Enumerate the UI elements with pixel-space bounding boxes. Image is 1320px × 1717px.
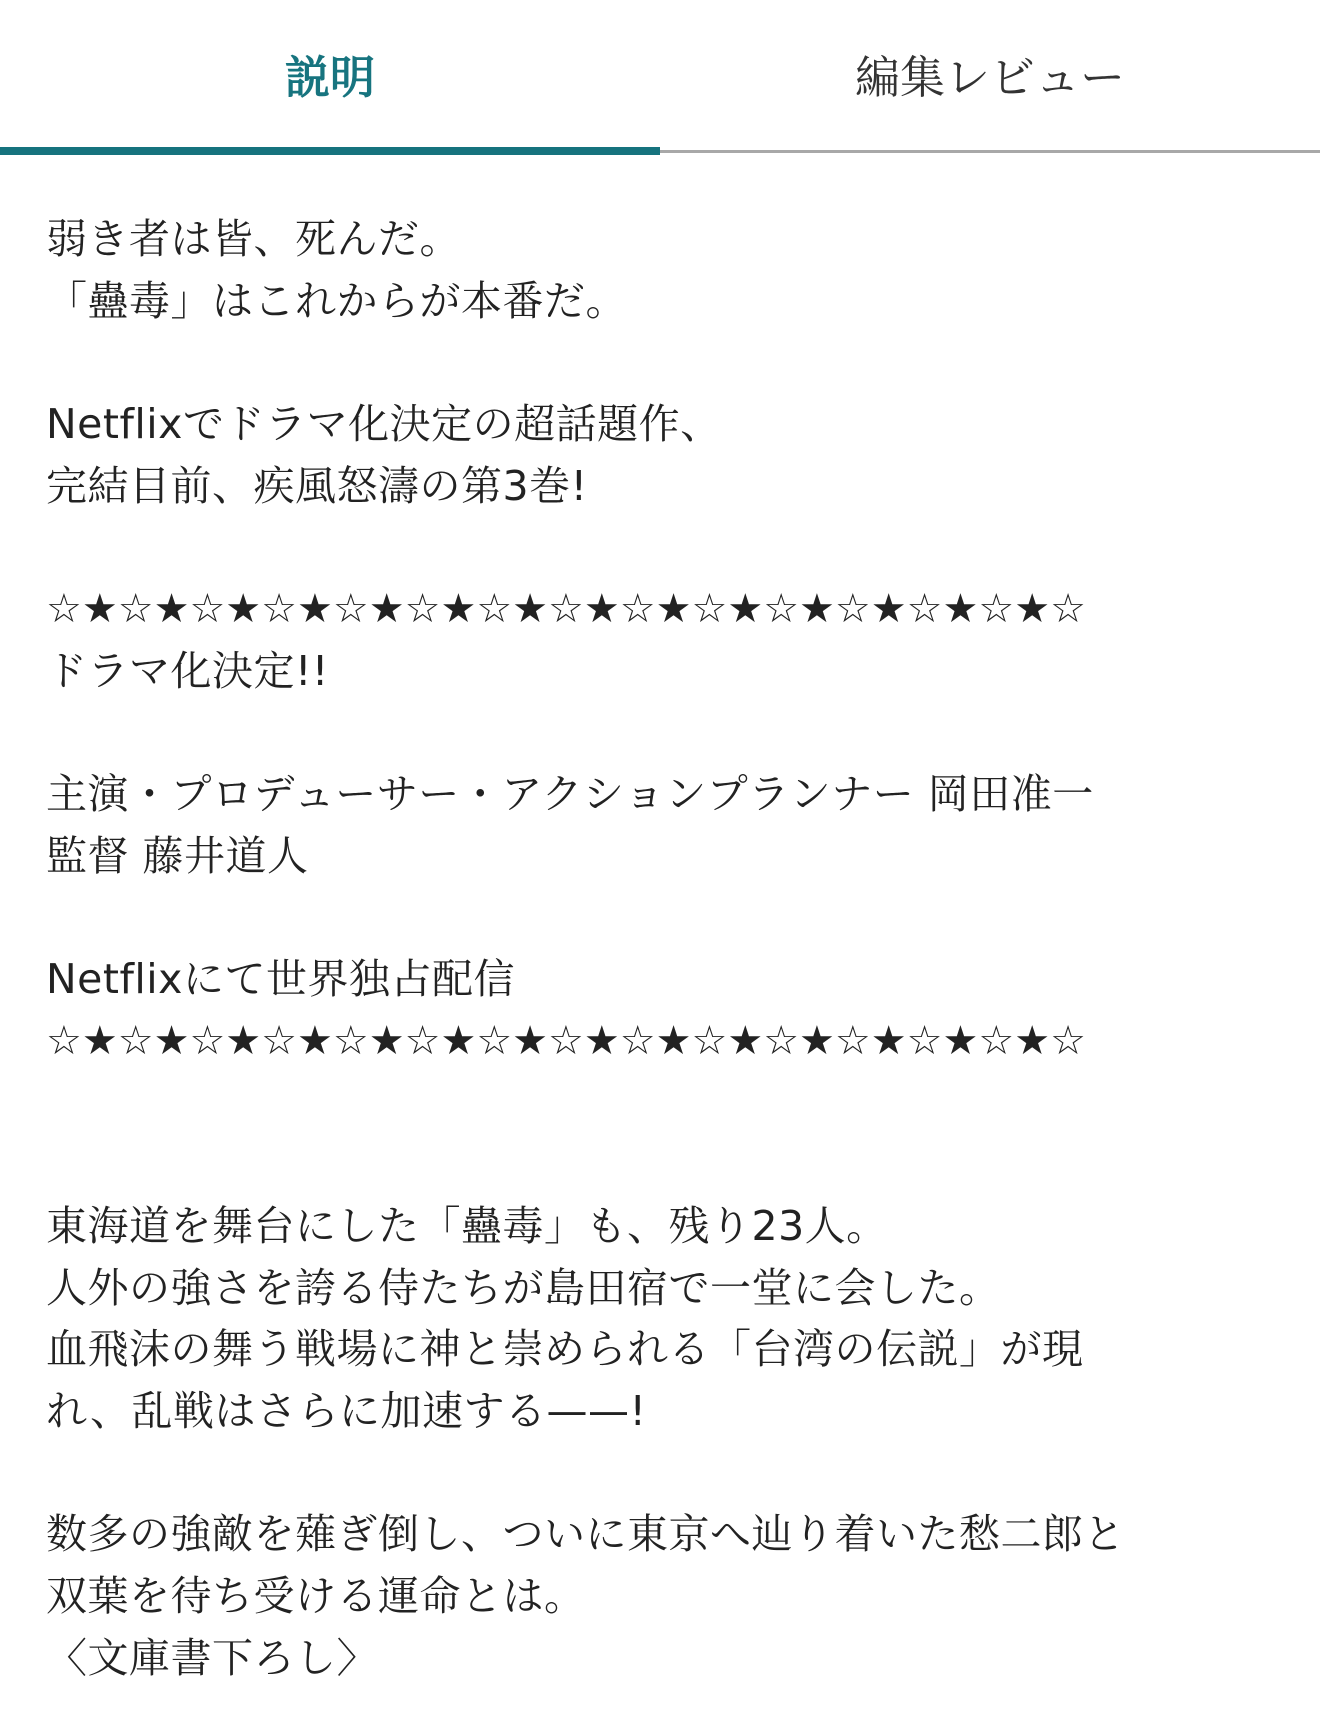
description-line: 〈文庫書下ろし〉 xyxy=(46,1633,378,1682)
description-line: ドラマ化決定!! xyxy=(46,646,329,695)
star-divider-top: ☆★☆★☆★☆★☆★☆★☆★☆★☆★☆★☆★☆★☆★☆★☆ xyxy=(46,586,1086,633)
description-line: 双葉を待ち受ける運命とは。 xyxy=(46,1572,586,1621)
tab-description[interactable] xyxy=(0,0,660,153)
tab-editorial-review[interactable] xyxy=(660,0,1320,153)
description-line: 血飛沫の舞う戦場に神と崇められる「台湾の伝説」が現 xyxy=(46,1325,1084,1374)
description-body xyxy=(0,156,1274,1690)
description-line: 監督 藤井道人 xyxy=(46,831,309,880)
star-divider-bottom: ☆★☆★☆★☆★☆★☆★☆★☆★☆★☆★☆★☆★☆★☆★☆ xyxy=(46,1017,1086,1064)
paragraph-spacer xyxy=(46,1134,1274,1196)
description-line: Netflixでドラマ化決定の超話題作、 xyxy=(46,400,722,449)
tab-description-label: 説明 xyxy=(284,51,375,104)
paragraph-spacer xyxy=(46,703,1274,765)
paragraph-spacer xyxy=(46,1443,1274,1505)
paragraph-spacer xyxy=(46,332,1274,394)
description-line: 人外の強さを誇る侍たちが島田宿で一堂に会した。 xyxy=(46,1263,1001,1312)
description-line: 数多の強敵を薙ぎ倒し、ついに東京へ辿り着いた愁二郎と xyxy=(46,1510,1125,1559)
description-line: Netflixにて世界独占配信 xyxy=(46,955,515,1004)
tab-bar xyxy=(0,0,1320,156)
description-line: 完結目前、疾風怒濤の第3巻! xyxy=(46,461,588,510)
tab-editorial-review-label: 編集レビュー xyxy=(854,51,1125,104)
description-line: 「蠱毒」はこれからが本番だ。 xyxy=(46,276,627,325)
active-tab-indicator xyxy=(0,147,660,155)
description-line: れ、乱戦はさらに加速する——! xyxy=(46,1387,647,1436)
paragraph-spacer xyxy=(46,888,1274,950)
description-line: 東海道を舞台にした「蠱毒」も、残り23人。 xyxy=(46,1202,888,1250)
description-line: 主演・プロデューサー・アクションプランナー 岡田准一 xyxy=(46,770,1094,819)
description-line: 弱き者は皆、死んだ。 xyxy=(46,215,461,263)
paragraph-spacer xyxy=(46,517,1274,579)
paragraph-spacer xyxy=(46,1073,1274,1135)
